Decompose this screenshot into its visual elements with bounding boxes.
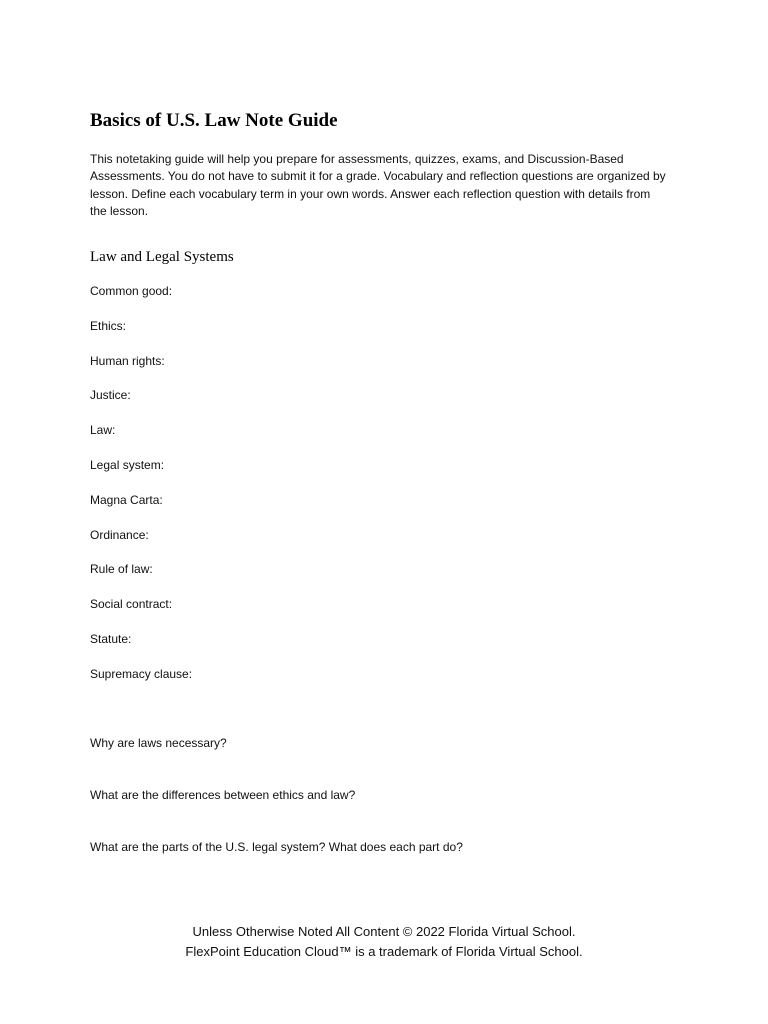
vocab-term-supremacy-clause: Supremacy clause: (90, 666, 193, 681)
section-heading: Law and Legal Systems (90, 249, 234, 265)
copyright-line: Unless Otherwise Noted All Content © 2022 Florida Virtual School. (192, 924, 576, 939)
vocab-term-legal-system: Legal system: (90, 457, 165, 472)
trademark-line: FlexPoint Education Cloud™ is a trademark of Florida Virtual School. (185, 944, 583, 959)
intro-paragraph: This notetaking guide will help you prepare for assessments, quizzes, exams, and Discussion-Based Assessments. You do not have to submit it for a grade. Vocabulary and reflection questions are organized by lesson. Define each vocabulary term in your own words. Answer each reflection question with details from the lesson. (90, 152, 666, 218)
vocab-term-human-rights: Human rights: (90, 353, 165, 368)
vocab-term-law: Law: (90, 423, 116, 438)
vocab-term-statute: Statute: (90, 631, 132, 646)
reflection-question: What are the parts of the U.S. legal system? What does each part do? (90, 840, 463, 854)
vocab-term-ordinance: Ordinance: (90, 527, 149, 542)
vocab-term-common-good: Common good: (90, 284, 173, 298)
vocab-term-magna-carta: Magna Carta: (90, 492, 163, 507)
vocab-term-rule-of-law: Rule of law: (90, 562, 153, 577)
reflection-question: What are the differences between ethics and law? (90, 788, 356, 802)
page-title: Basics of U.S. Law Note Guide (90, 110, 338, 131)
copyright-footer (0, 922, 768, 962)
reflection-question-list (90, 735, 463, 891)
reflection-question: Why are laws necessary? (90, 736, 227, 750)
vocab-term-ethics: Ethics: (90, 318, 127, 333)
vocabulary-list (90, 283, 192, 701)
vocab-term-social-contract: Social contract: (90, 597, 173, 612)
vocab-term-justice: Justice: (90, 388, 131, 403)
